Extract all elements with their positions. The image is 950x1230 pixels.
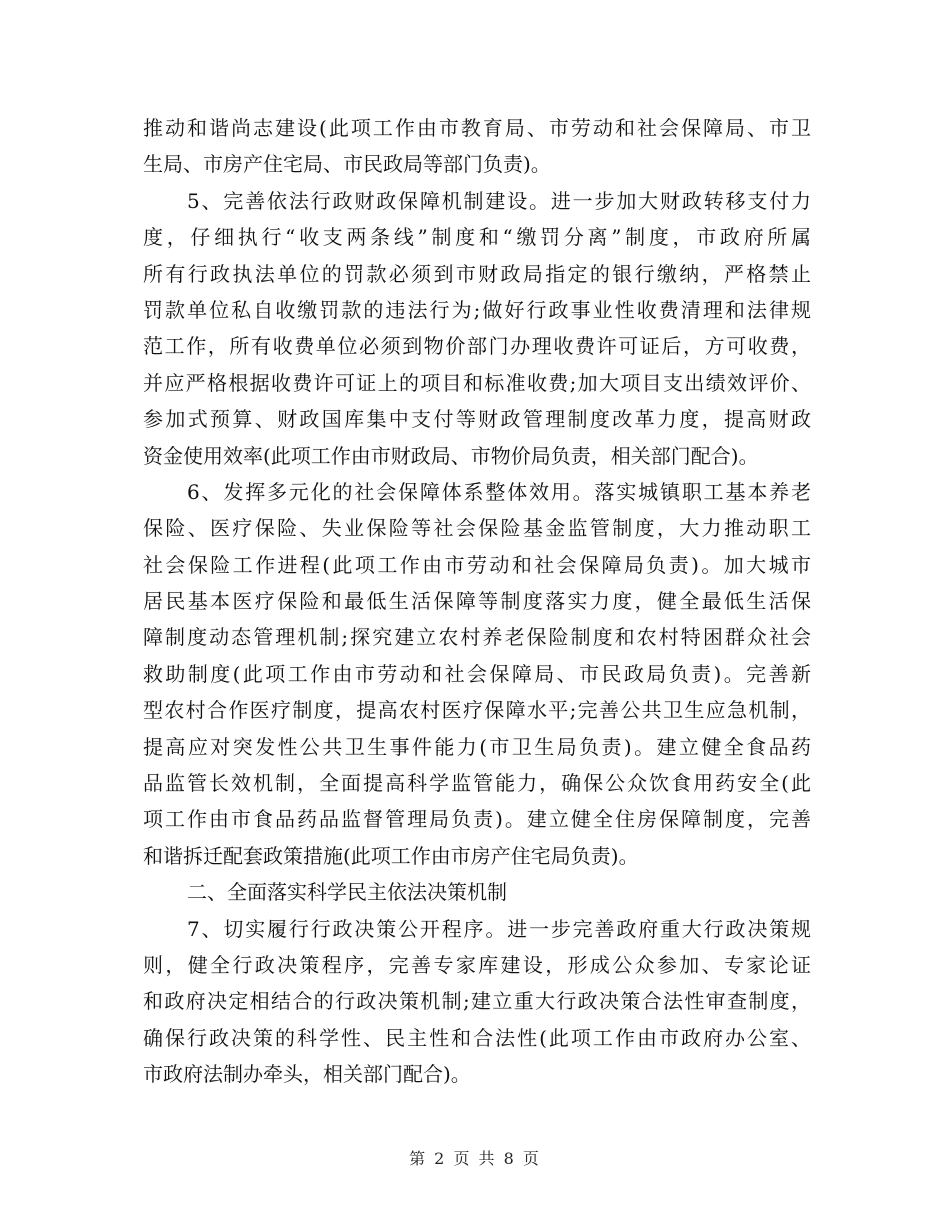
text-line: 型农村合作医疗制度，提高农村医疗保障水平;完善公共卫生应急机制， [143,698,811,723]
text-line: 并应严格根据收费许可证上的项目和标准收费;加大项目支出绩效评价、 [143,370,811,395]
text-line: 参加式预算、财政国库集中支付等财政管理制度改革力度，提高财政 [143,407,811,432]
section-heading: 二、全面落实科学民主依法决策机制 [187,880,507,905]
text-line: 所有行政执法单位的罚款必须到市财政局指定的银行缴纳，严格禁止 [143,261,811,286]
text-line: 社会保险工作进程(此项工作由市劳动和社会保障局负责)。加大城市 [143,552,811,577]
text-line: 项工作由市食品药品监督管理局负责)。建立健全住房保障制度，完善 [143,807,811,832]
text-line: 则，健全行政决策程序，完善专家库建设，形成公众参加、专家论证 [143,952,811,977]
text-line: 5、完善依法行政财政保障机制建设。进一步加大财政转移支付力 [187,188,811,213]
text-line: 生局、市房产住宅局、市民政局等部门负责)。 [143,152,551,177]
text-line: 和谐拆迁配套政策措施(此项工作由市房产住宅局负责)。 [143,843,639,868]
text-line: 居民基本医疗保险和最低生活保障等制度落实力度，健全最低生活保 [143,589,811,614]
text-line: 市政府法制办牵头，相关部门配合)。 [143,1062,471,1087]
text-line: 提高应对突发性公共卫生事件能力(市卫生局负责)。建立健全食品药 [143,734,811,759]
document-body [143,110,811,1093]
page-footer: 第 2 页 共 8 页 [409,1149,541,1168]
text-line: 资金使用效率(此项工作由市财政局、市物价局负责，相关部门配合)。 [143,443,759,468]
text-line: 救助制度(此项工作由市劳动和社会保障局、市民政局负责)。完善新 [143,661,811,686]
text-line: 7、切实履行行政决策公开程序。进一步完善政府重大行政决策规 [187,916,811,941]
text-line: 品监管长效机制，全面提高科学监管能力，确保公众饮食用药安全(此 [143,771,811,796]
text-line: 度，仔细执行“收支两条线”制度和“缴罚分离”制度，市政府所属 [143,225,811,250]
text-line: 6、发挥多元化的社会保障体系整体效用。落实城镇职工基本养老 [187,479,811,504]
text-line: 确保行政决策的科学性、民主性和合法性(此项工作由市政府办公室、 [143,1025,811,1050]
text-line: 障制度动态管理机制;探究建立农村养老保险制度和农村特困群众社会 [143,625,811,650]
text-line: 范工作，所有收费单位必须到物价部门办理收费许可证后，方可收费， [143,334,811,359]
text-line: 推动和谐尚志建设(此项工作由市教育局、市劳动和社会保障局、市卫 [143,116,811,140]
text-line: 和政府决定相结合的行政决策机制;建立重大行政决策合法性审查制度， [143,989,811,1014]
text-line: 保险、医疗保险、失业保险等社会保险基金监管制度，大力推动职工 [143,516,811,541]
text-line: 罚款单位私自收缴罚款的违法行为;做好行政事业性收费清理和法律规 [143,297,811,322]
